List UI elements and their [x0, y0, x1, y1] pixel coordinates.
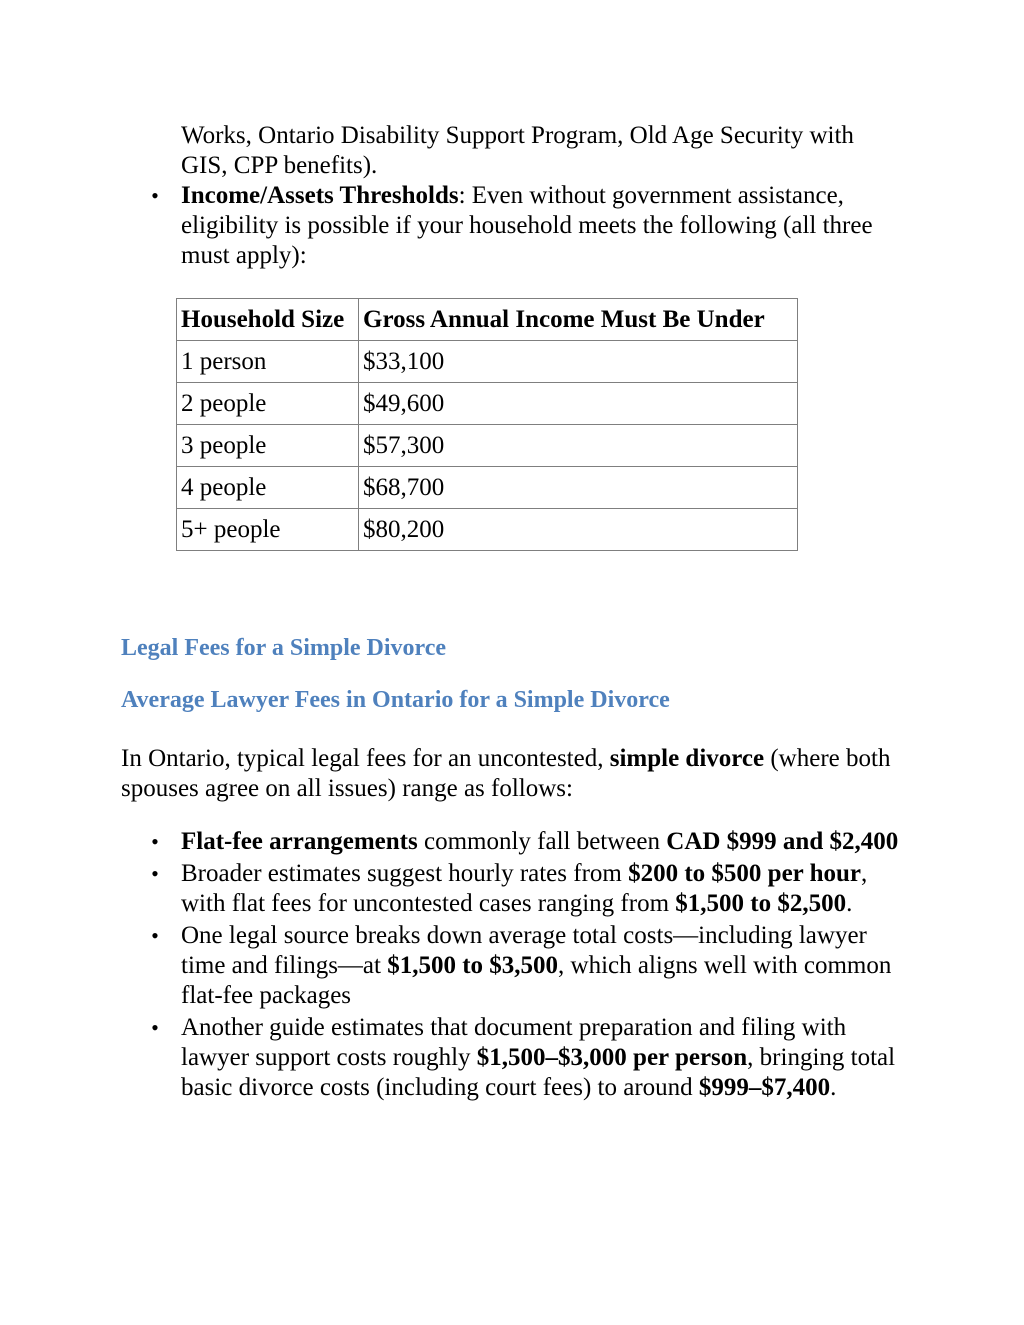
fee-estimates-list — [151, 827, 901, 1105]
continuation-paragraph: Works, Ontario Disability Support Program, Old Age Security with GIS, CPP benefits). — [181, 122, 854, 179]
fee-item-text: . — [830, 1074, 837, 1101]
fee-item-bold: $200 to $500 per hour — [628, 860, 861, 887]
income-limit-cell: $68,700 — [359, 467, 798, 509]
fee-item-text: , bringing total basic divorce costs (including court fees) to around — [181, 1044, 896, 1101]
eligibility-list — [151, 181, 901, 271]
header-gross-income: Gross Annual Income Must Be Under — [359, 299, 798, 341]
fee-item-bold: Flat-fee arrangements — [181, 828, 418, 855]
household-size-cell: 4 people — [177, 467, 359, 509]
list-item-income-thresholds — [151, 181, 901, 271]
fee-item-text: , which aligns well with common flat-fee packages — [181, 952, 892, 1009]
income-limit-cell: $49,600 — [359, 383, 798, 425]
table-row — [177, 425, 798, 467]
header-household-size: Household Size — [177, 299, 359, 341]
fee-item-bold: CAD $999 and $2,400 — [666, 828, 899, 855]
household-size-cell: 2 people — [177, 383, 359, 425]
section-heading-legal-fees: Legal Fees for a Simple Divorce — [121, 635, 447, 661]
fee-item-text: . — [846, 890, 853, 917]
table-row — [177, 467, 798, 509]
income-limit-cell: $57,300 — [359, 425, 798, 467]
list-item-document-prep — [151, 1013, 901, 1103]
threshold-label: Income/Assets Thresholds — [181, 182, 459, 209]
table-header-row — [177, 299, 798, 341]
fee-item-text: commonly fall between — [417, 828, 667, 855]
fee-item-text: Broader estimates suggest hourly rates from — [181, 860, 629, 887]
household-size-cell: 3 people — [177, 425, 359, 467]
fee-item-bold: $1,500 to $3,500 — [387, 952, 559, 979]
subheading-average-fees: Average Lawyer Fees in Ontario for a Simple Divorce — [121, 687, 670, 713]
income-limit-cell: $33,100 — [359, 341, 798, 383]
fee-item-text: , with flat fees for uncontested cases ranging from — [181, 860, 868, 917]
fee-item-bold: $1,500–$3,000 per person — [476, 1044, 748, 1071]
fee-item-text: One legal source breaks down average total costs—including lawyer time and filings—at — [181, 922, 867, 979]
intro-bold: simple divorce — [609, 745, 765, 772]
table-row — [177, 383, 798, 425]
table-row — [177, 509, 798, 551]
fee-item-bold: $999–$7,400 — [698, 1074, 831, 1101]
list-item-total-costs — [151, 921, 901, 1011]
bullet-icon: • — [151, 829, 159, 854]
intro-text-after: (where both spouses agree on all issues) range as follows: — [121, 745, 891, 802]
list-item-flat-fee — [151, 827, 901, 857]
bullet-icon: • — [151, 183, 159, 208]
list-item-hourly-rates — [151, 859, 901, 919]
threshold-text: : Even without government assistance, eligibility is possible if your household meets the following (all three must apply): — [181, 182, 873, 269]
intro-text-before: In Ontario, typical legal fees for an uncontested, — [121, 745, 610, 772]
table-row — [177, 341, 798, 383]
income-threshold-table — [176, 298, 798, 551]
fee-item-bold: $1,500 to $2,500 — [675, 890, 847, 917]
household-size-cell: 5+ people — [177, 509, 359, 551]
income-limit-cell: $80,200 — [359, 509, 798, 551]
intro-paragraph — [121, 744, 901, 804]
bullet-icon: • — [151, 861, 159, 886]
fee-item-text: Another guide estimates that document preparation and filing with lawyer support costs roughly — [181, 1014, 847, 1071]
bullet-icon: • — [151, 1015, 159, 1040]
household-size-cell: 1 person — [177, 341, 359, 383]
bullet-icon: • — [151, 923, 159, 948]
